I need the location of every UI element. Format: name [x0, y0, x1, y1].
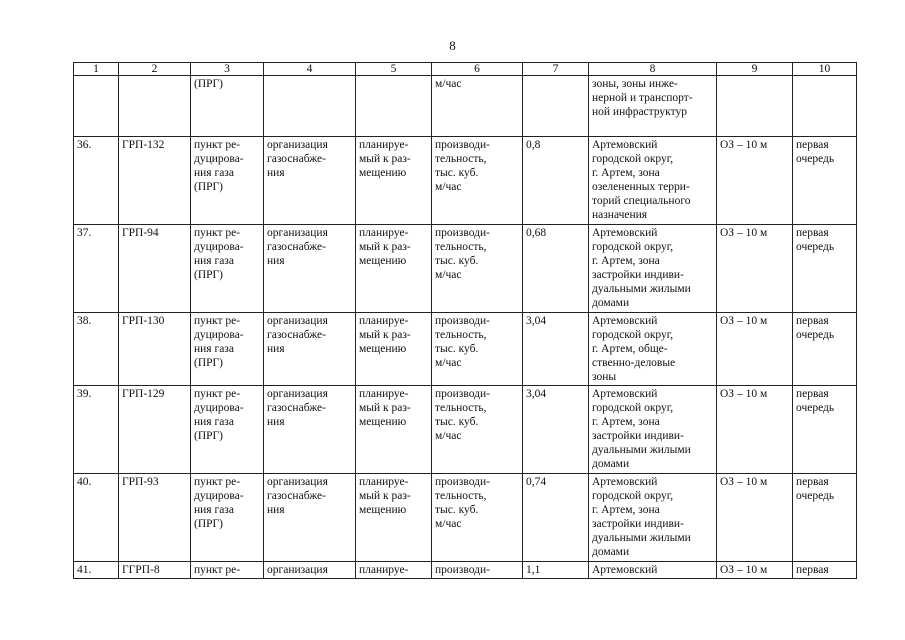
table-cell: [191, 225, 264, 313]
table-cell: 37.: [74, 225, 119, 313]
cell-line: ной инфраструктур: [592, 106, 687, 118]
table-row: [74, 386, 857, 474]
table-cell: 0,8: [523, 137, 589, 225]
cell-line: городской округ,: [592, 402, 674, 414]
column-header: 8: [589, 63, 717, 76]
cell-line: очередь: [796, 490, 835, 502]
table-cell: [589, 562, 717, 579]
table-row: [74, 137, 857, 225]
table-cell: [356, 562, 432, 579]
table-cell: [356, 474, 432, 562]
cell-line: м/час: [435, 518, 462, 530]
cell-line: первая: [796, 227, 829, 239]
cell-line: (ПРГ): [194, 78, 224, 90]
cell-line: планируе-: [359, 139, 409, 151]
cell-line: нерной и транспорт-: [592, 92, 693, 104]
table-cell: ОЗ – 10 м: [717, 386, 793, 474]
cell-line: дуцирова-: [194, 329, 244, 341]
cell-line: застройки индиви-: [592, 269, 684, 281]
cell-line: Артемовский: [592, 139, 658, 151]
table-cell: [264, 386, 356, 474]
cell-line: мещению: [359, 255, 407, 267]
table-cell: 1,1: [523, 562, 589, 579]
cell-line: городской округ,: [592, 153, 674, 165]
cell-line: ния: [267, 416, 285, 428]
cell-line: газоснабже-: [267, 329, 326, 341]
table-cell: 3,04: [523, 386, 589, 474]
cell-line: озелененных терри-: [592, 181, 690, 193]
cell-line: дуальными жилыми: [592, 532, 691, 544]
cell-line: г. Артем, зона: [592, 255, 660, 267]
table-cell: [432, 562, 523, 579]
cell-line: тыс. куб.: [435, 416, 479, 428]
table-cell: [432, 76, 523, 137]
table-cell: [264, 313, 356, 386]
cell-line: планируе-: [359, 315, 409, 327]
column-header: 5: [356, 63, 432, 76]
table-cell: ОЗ – 10 м: [717, 313, 793, 386]
table-cell: [432, 386, 523, 474]
column-header: 1: [74, 63, 119, 76]
column-header: 4: [264, 63, 356, 76]
cell-line: зоны: [592, 371, 617, 383]
cell-line: первая: [796, 476, 829, 488]
cell-line: мещению: [359, 416, 407, 428]
cell-line: м/час: [435, 357, 462, 369]
cell-line: городской округ,: [592, 241, 674, 253]
table-cell: [264, 137, 356, 225]
cell-line: первая: [796, 564, 829, 576]
table-cell: [264, 474, 356, 562]
cell-line: (ПРГ): [194, 518, 224, 530]
table-cell: [589, 313, 717, 386]
table-cell: ОЗ – 10 м: [717, 225, 793, 313]
table-cell: ОЗ – 10 м: [717, 562, 793, 579]
cell-line: (ПРГ): [194, 357, 224, 369]
cell-line: домами: [592, 546, 630, 558]
cell-line: планируе-: [359, 388, 409, 400]
cell-line: мый к раз-: [359, 402, 411, 414]
cell-line: первая: [796, 315, 829, 327]
cell-line: очередь: [796, 402, 835, 414]
cell-line: застройки индиви-: [592, 430, 684, 442]
cell-line: Артемовский: [592, 388, 658, 400]
cell-line: домами: [592, 458, 630, 470]
table-cell: ГГРП-8: [119, 562, 191, 579]
table-cell: [356, 137, 432, 225]
table-row-continuation: [74, 76, 857, 137]
cell-line: ния: [267, 343, 285, 355]
table-row: [74, 225, 857, 313]
table-cell: [432, 225, 523, 313]
cell-line: дуцирова-: [194, 153, 244, 165]
cell-line: застройки индиви-: [592, 518, 684, 530]
table-cell: [589, 76, 717, 137]
cell-line: мый к раз-: [359, 241, 411, 253]
table-cell: [793, 562, 857, 579]
cell-line: производи-: [435, 388, 490, 400]
column-header: 10: [793, 63, 857, 76]
table-cell: [432, 313, 523, 386]
cell-line: ния: [267, 255, 285, 267]
cell-line: Артемовский: [592, 476, 658, 488]
cell-line: дуцирова-: [194, 490, 244, 502]
cell-line: городской округ,: [592, 490, 674, 502]
cell-line: мещению: [359, 504, 407, 516]
cell-line: дуальными жилыми: [592, 283, 691, 295]
cell-line: производи-: [435, 315, 490, 327]
table-row: [74, 313, 857, 386]
page-number: 8: [449, 38, 456, 53]
table-cell: 39.: [74, 386, 119, 474]
cell-line: планируе-: [359, 564, 409, 576]
table-cell: ГРП-94: [119, 225, 191, 313]
table-cell: [432, 474, 523, 562]
cell-line: организация: [267, 388, 328, 400]
cell-line: организация: [267, 139, 328, 151]
column-header: 7: [523, 63, 589, 76]
table-cell: 0,68: [523, 225, 589, 313]
cell-line: ния газа: [194, 167, 234, 179]
cell-line: Артемовский: [592, 315, 658, 327]
cell-line: производи-: [435, 227, 490, 239]
table-cell: [264, 225, 356, 313]
table-header-row: [74, 63, 857, 76]
cell-line: очередь: [796, 241, 835, 253]
cell-line: тыс. куб.: [435, 167, 479, 179]
cell-line: дуцирова-: [194, 241, 244, 253]
cell-line: организация: [267, 227, 328, 239]
cell-line: производи-: [435, 476, 490, 488]
table-cell: ГРП-132: [119, 137, 191, 225]
table-cell: [191, 76, 264, 137]
cell-line: мый к раз-: [359, 490, 411, 502]
table-cell: 40.: [74, 474, 119, 562]
table-cell: ГРП-129: [119, 386, 191, 474]
table-cell: 38.: [74, 313, 119, 386]
cell-line: тельность,: [435, 490, 487, 502]
table-cell: 3,04: [523, 313, 589, 386]
cell-line: (ПРГ): [194, 430, 224, 442]
cell-line: газоснабже-: [267, 153, 326, 165]
table-row: [74, 474, 857, 562]
cell-line: пункт ре-: [194, 476, 241, 488]
cell-line: домами: [592, 297, 630, 309]
cell-line: назначения: [592, 209, 648, 221]
table-cell: [793, 386, 857, 474]
cell-line: организация: [267, 476, 328, 488]
cell-line: г. Артем, зона: [592, 504, 660, 516]
cell-line: ния газа: [194, 504, 234, 516]
table-cell: [356, 313, 432, 386]
cell-line: пункт ре-: [194, 227, 241, 239]
table-cell: [119, 76, 191, 137]
cell-line: производи-: [435, 139, 490, 151]
table-cell: [793, 76, 857, 137]
cell-line: тельность,: [435, 153, 487, 165]
cell-line: организация: [267, 564, 328, 576]
cell-line: первая: [796, 388, 829, 400]
table-cell: [793, 313, 857, 386]
cell-line: ственно-деловые: [592, 357, 676, 369]
cell-line: торий специального: [592, 195, 691, 207]
cell-line: очередь: [796, 153, 835, 165]
cell-line: дуальными жилыми: [592, 444, 691, 456]
cell-line: газоснабже-: [267, 402, 326, 414]
table-cell: [74, 76, 119, 137]
cell-line: организация: [267, 315, 328, 327]
table-cell: [191, 562, 264, 579]
cell-line: планируе-: [359, 227, 409, 239]
table-cell: ОЗ – 10 м: [717, 137, 793, 225]
table-cell: [589, 137, 717, 225]
cell-line: планируе-: [359, 476, 409, 488]
cell-line: Артемовский: [592, 227, 658, 239]
cell-line: г. Артем, зона: [592, 167, 660, 179]
cell-line: первая: [796, 139, 829, 151]
table-cell: [793, 137, 857, 225]
table-cell: [793, 225, 857, 313]
cell-line: городской округ,: [592, 329, 674, 341]
table-cell: [356, 386, 432, 474]
cell-line: тыс. куб.: [435, 504, 479, 516]
table-cell: ОЗ – 10 м: [717, 474, 793, 562]
table-cell: [264, 562, 356, 579]
table-cell: [191, 474, 264, 562]
cell-line: пункт ре-: [194, 564, 241, 576]
cell-line: г. Артем, обще-: [592, 343, 668, 355]
cell-line: м/час: [435, 181, 462, 193]
table-cell: [589, 474, 717, 562]
table-cell: [356, 76, 432, 137]
table-cell: [264, 76, 356, 137]
cell-line: тыс. куб.: [435, 255, 479, 267]
table-cell: ГРП-93: [119, 474, 191, 562]
cell-line: пункт ре-: [194, 315, 241, 327]
column-header: 2: [119, 63, 191, 76]
cell-line: тельность,: [435, 241, 487, 253]
table-row: [74, 562, 857, 579]
document-table: [73, 62, 857, 579]
table-cell: 36.: [74, 137, 119, 225]
cell-line: производи-: [435, 564, 490, 576]
table-cell: [191, 137, 264, 225]
cell-line: м/час: [435, 78, 462, 90]
column-header: 6: [432, 63, 523, 76]
cell-line: ния газа: [194, 343, 234, 355]
cell-line: тыс. куб.: [435, 343, 479, 355]
cell-line: ния газа: [194, 416, 234, 428]
cell-line: тельность,: [435, 329, 487, 341]
cell-line: ния: [267, 167, 285, 179]
cell-line: м/час: [435, 430, 462, 442]
cell-line: ния газа: [194, 255, 234, 267]
cell-line: мый к раз-: [359, 153, 411, 165]
cell-line: г. Артем, зона: [592, 416, 660, 428]
cell-line: ния: [267, 504, 285, 516]
table-cell: [432, 137, 523, 225]
cell-line: очередь: [796, 329, 835, 341]
cell-line: Артемовский: [592, 564, 658, 576]
cell-line: тельность,: [435, 402, 487, 414]
cell-line: пункт ре-: [194, 388, 241, 400]
column-header: 9: [717, 63, 793, 76]
table-cell: [191, 386, 264, 474]
cell-line: зоны, зоны инже-: [592, 78, 678, 90]
cell-line: (ПРГ): [194, 269, 224, 281]
table-cell: [356, 225, 432, 313]
cell-line: мещению: [359, 167, 407, 179]
cell-line: дуцирова-: [194, 402, 244, 414]
table-cell: 0,74: [523, 474, 589, 562]
table-cell: [191, 313, 264, 386]
table-cell: [589, 225, 717, 313]
cell-line: газоснабже-: [267, 241, 326, 253]
table-cell: [589, 386, 717, 474]
table-cell: ГРП-130: [119, 313, 191, 386]
column-header: 3: [191, 63, 264, 76]
table-cell: [717, 76, 793, 137]
cell-line: газоснабже-: [267, 490, 326, 502]
table-cell: [523, 76, 589, 137]
cell-line: мый к раз-: [359, 329, 411, 341]
table-cell: [793, 474, 857, 562]
cell-line: м/час: [435, 269, 462, 281]
cell-line: (ПРГ): [194, 181, 224, 193]
cell-line: мещению: [359, 343, 407, 355]
table-cell: 41.: [74, 562, 119, 579]
cell-line: пункт ре-: [194, 139, 241, 151]
